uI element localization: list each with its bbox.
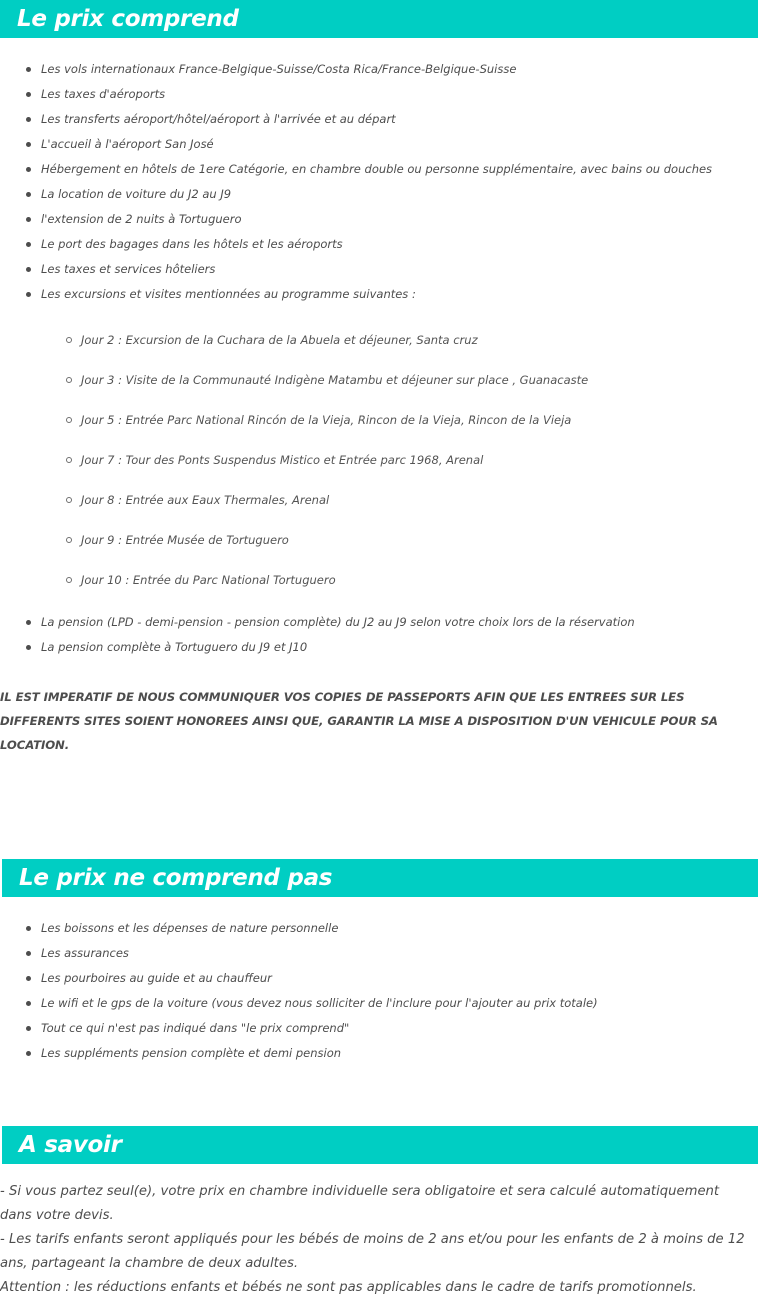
bullet-dot-icon (26, 292, 31, 297)
list-item-label: Les taxes d'aéroports (41, 87, 166, 101)
list-item-label: Jour 8 : Entrée aux Eaux Thermales, Arenal (81, 493, 330, 507)
list-item (0, 1041, 758, 1066)
list-item-label: Les vols internationaux France-Belgique-Suisse/Costa Rica/France-Belgique-Suisse (41, 62, 517, 76)
list-item-label: Les pourboires au guide et au chauffeur (41, 971, 272, 985)
list-item (0, 1016, 758, 1041)
spacer (0, 38, 758, 57)
list-item-label: Les boissons et les dépenses de nature personnelle (41, 921, 339, 935)
section-header-not-included (2, 859, 758, 897)
list-item-label: L'accueil à l'aéroport San José (41, 137, 214, 151)
spacer (0, 757, 758, 859)
passport-notice: IL EST IMPERATIF DE NOUS COMMUNIQUER VOS COPIES DE PASSEPORTS AFIN QUE LES ENTREES SUR LES DIFFERENTS SITES SOIENT HONOREES AINSI QUE, GARANTIR LA MISE A DISPOSITION D'UN VEHICULE POUR SA LOCATION. (0, 690, 718, 752)
list-item-label: Les transferts aéroport/hôtel/aéroport à l'arrivée et au départ (41, 112, 396, 126)
good-to-know-paragraphs (0, 1164, 758, 1300)
list-item-label: Les suppléments pension complète et demi pension (41, 1046, 342, 1060)
list-item-label: La location de voiture du J2 au J9 (41, 187, 232, 201)
section-title-good-to-know: A savoir (19, 1131, 122, 1158)
list-item-label: Jour 3 : Visite de la Communauté Indigène Matambu et déjeuner sur place , Guanacaste (81, 373, 589, 387)
bullet-dot-icon (26, 1001, 31, 1006)
list-item (0, 107, 758, 132)
list-item (0, 610, 758, 635)
list-item (0, 966, 758, 991)
list-item-label: Jour 2 : Excursion de la Cuchara de la Abuela et déjeuner, Santa cruz (81, 333, 478, 347)
bullet-circle-icon (66, 497, 72, 503)
section-header-included (0, 0, 758, 38)
list-item (0, 320, 758, 360)
bullet-circle-icon (66, 537, 72, 543)
list-item (0, 360, 758, 400)
section-title-included: Le prix comprend (17, 5, 239, 32)
list-item (0, 635, 758, 660)
list-item-label: l'extension de 2 nuits à Tortuguero (41, 212, 242, 226)
bullet-dot-icon (26, 976, 31, 981)
bullet-circle-icon (66, 337, 72, 343)
bullet-dot-icon (26, 67, 31, 72)
list-item-label: Jour 9 : Entrée Musée de Tortuguero (81, 533, 289, 547)
bullet-circle-icon (66, 577, 72, 583)
not-included-list (0, 916, 758, 1066)
list-item (0, 257, 758, 282)
list-item (0, 991, 758, 1016)
bullet-dot-icon (26, 1051, 31, 1056)
bullet-circle-icon (66, 417, 72, 423)
list-item-label: Les assurances (41, 946, 129, 960)
bullet-circle-icon (66, 377, 72, 383)
bullet-dot-icon (26, 951, 31, 956)
included-list (0, 57, 758, 307)
spacer (0, 897, 758, 916)
list-item (0, 916, 758, 941)
bullet-dot-icon (26, 192, 31, 197)
list-item (0, 941, 758, 966)
section-header-good-to-know (2, 1126, 758, 1164)
list-item (0, 400, 758, 440)
spacer (0, 307, 758, 320)
list-item (0, 82, 758, 107)
list-item (0, 560, 758, 600)
list-item-label: Les excursions et visites mentionnées au programme suivantes : (41, 287, 416, 301)
list-item (0, 157, 758, 182)
bullet-circle-icon (66, 457, 72, 463)
list-item (0, 480, 758, 520)
bullet-dot-icon (26, 117, 31, 122)
bullet-dot-icon (26, 645, 31, 650)
list-item-label: Hébergement en hôtels de 1ere Catégorie, en chambre double ou personne supplémentaire, avec bains ou douches (41, 162, 713, 176)
section-title-not-included: Le prix ne comprend pas (19, 864, 333, 891)
list-item-label: Le wifi et le gps de la voiture (vous devez nous solliciter de l'inclure pour l'ajouter au prix totale) (41, 996, 598, 1010)
included-list-continued (0, 610, 758, 660)
list-item (0, 207, 758, 232)
bullet-dot-icon (26, 926, 31, 931)
list-item (0, 520, 758, 560)
list-item (0, 132, 758, 157)
list-item-label: Le port des bagages dans les hôtels et les aéroports (41, 237, 343, 251)
list-item-label: Les taxes et services hôteliers (41, 262, 216, 276)
paragraph: - Si vous partez seul(e), votre prix en chambre individuelle sera obligatoire et sera calculé automatiquement dans votre devis. (0, 1184, 720, 1223)
list-item-label: La pension (LPD - demi-pension - pension complète) du J2 au J9 selon votre choix lors de la réservation (41, 615, 635, 629)
paragraph: Attention : les réductions enfants et bébés ne sont pas applicables dans le cadre de tarifs promotionnels. (0, 1280, 697, 1295)
bullet-dot-icon (26, 267, 31, 272)
list-item-label: La pension complète à Tortuguero du J9 et J10 (41, 640, 308, 654)
list-item-label: Tout ce qui n'est pas indiqué dans "le prix comprend" (41, 1021, 350, 1035)
list-item (0, 232, 758, 257)
bullet-dot-icon (26, 1026, 31, 1031)
bullet-dot-icon (26, 217, 31, 222)
list-item-label: Jour 5 : Entrée Parc National Rincón de la Vieja, Rincon de la Vieja, Rincon de la Vieja (81, 413, 572, 427)
list-item-label: Jour 7 : Tour des Ponts Suspendus Mistico et Entrée parc 1968, Arenal (81, 453, 484, 467)
bullet-dot-icon (26, 142, 31, 147)
bullet-dot-icon (26, 242, 31, 247)
list-item (0, 182, 758, 207)
paragraph: - Les tarifs enfants seront appliqués pour les bébés de moins de 2 ans et/ou pour les enfants de 2 à moins de 12 ans, partageant la chambre de deux adultes. (0, 1232, 745, 1271)
spacer (0, 1066, 758, 1126)
list-item (0, 57, 758, 82)
bullet-dot-icon (26, 620, 31, 625)
list-item (0, 440, 758, 480)
spacer (0, 600, 758, 610)
excursions-list (0, 320, 758, 600)
list-item (0, 282, 758, 307)
list-item-label: Jour 10 : Entrée du Parc National Tortuguero (81, 573, 336, 587)
bullet-dot-icon (26, 167, 31, 172)
bullet-dot-icon (26, 92, 31, 97)
